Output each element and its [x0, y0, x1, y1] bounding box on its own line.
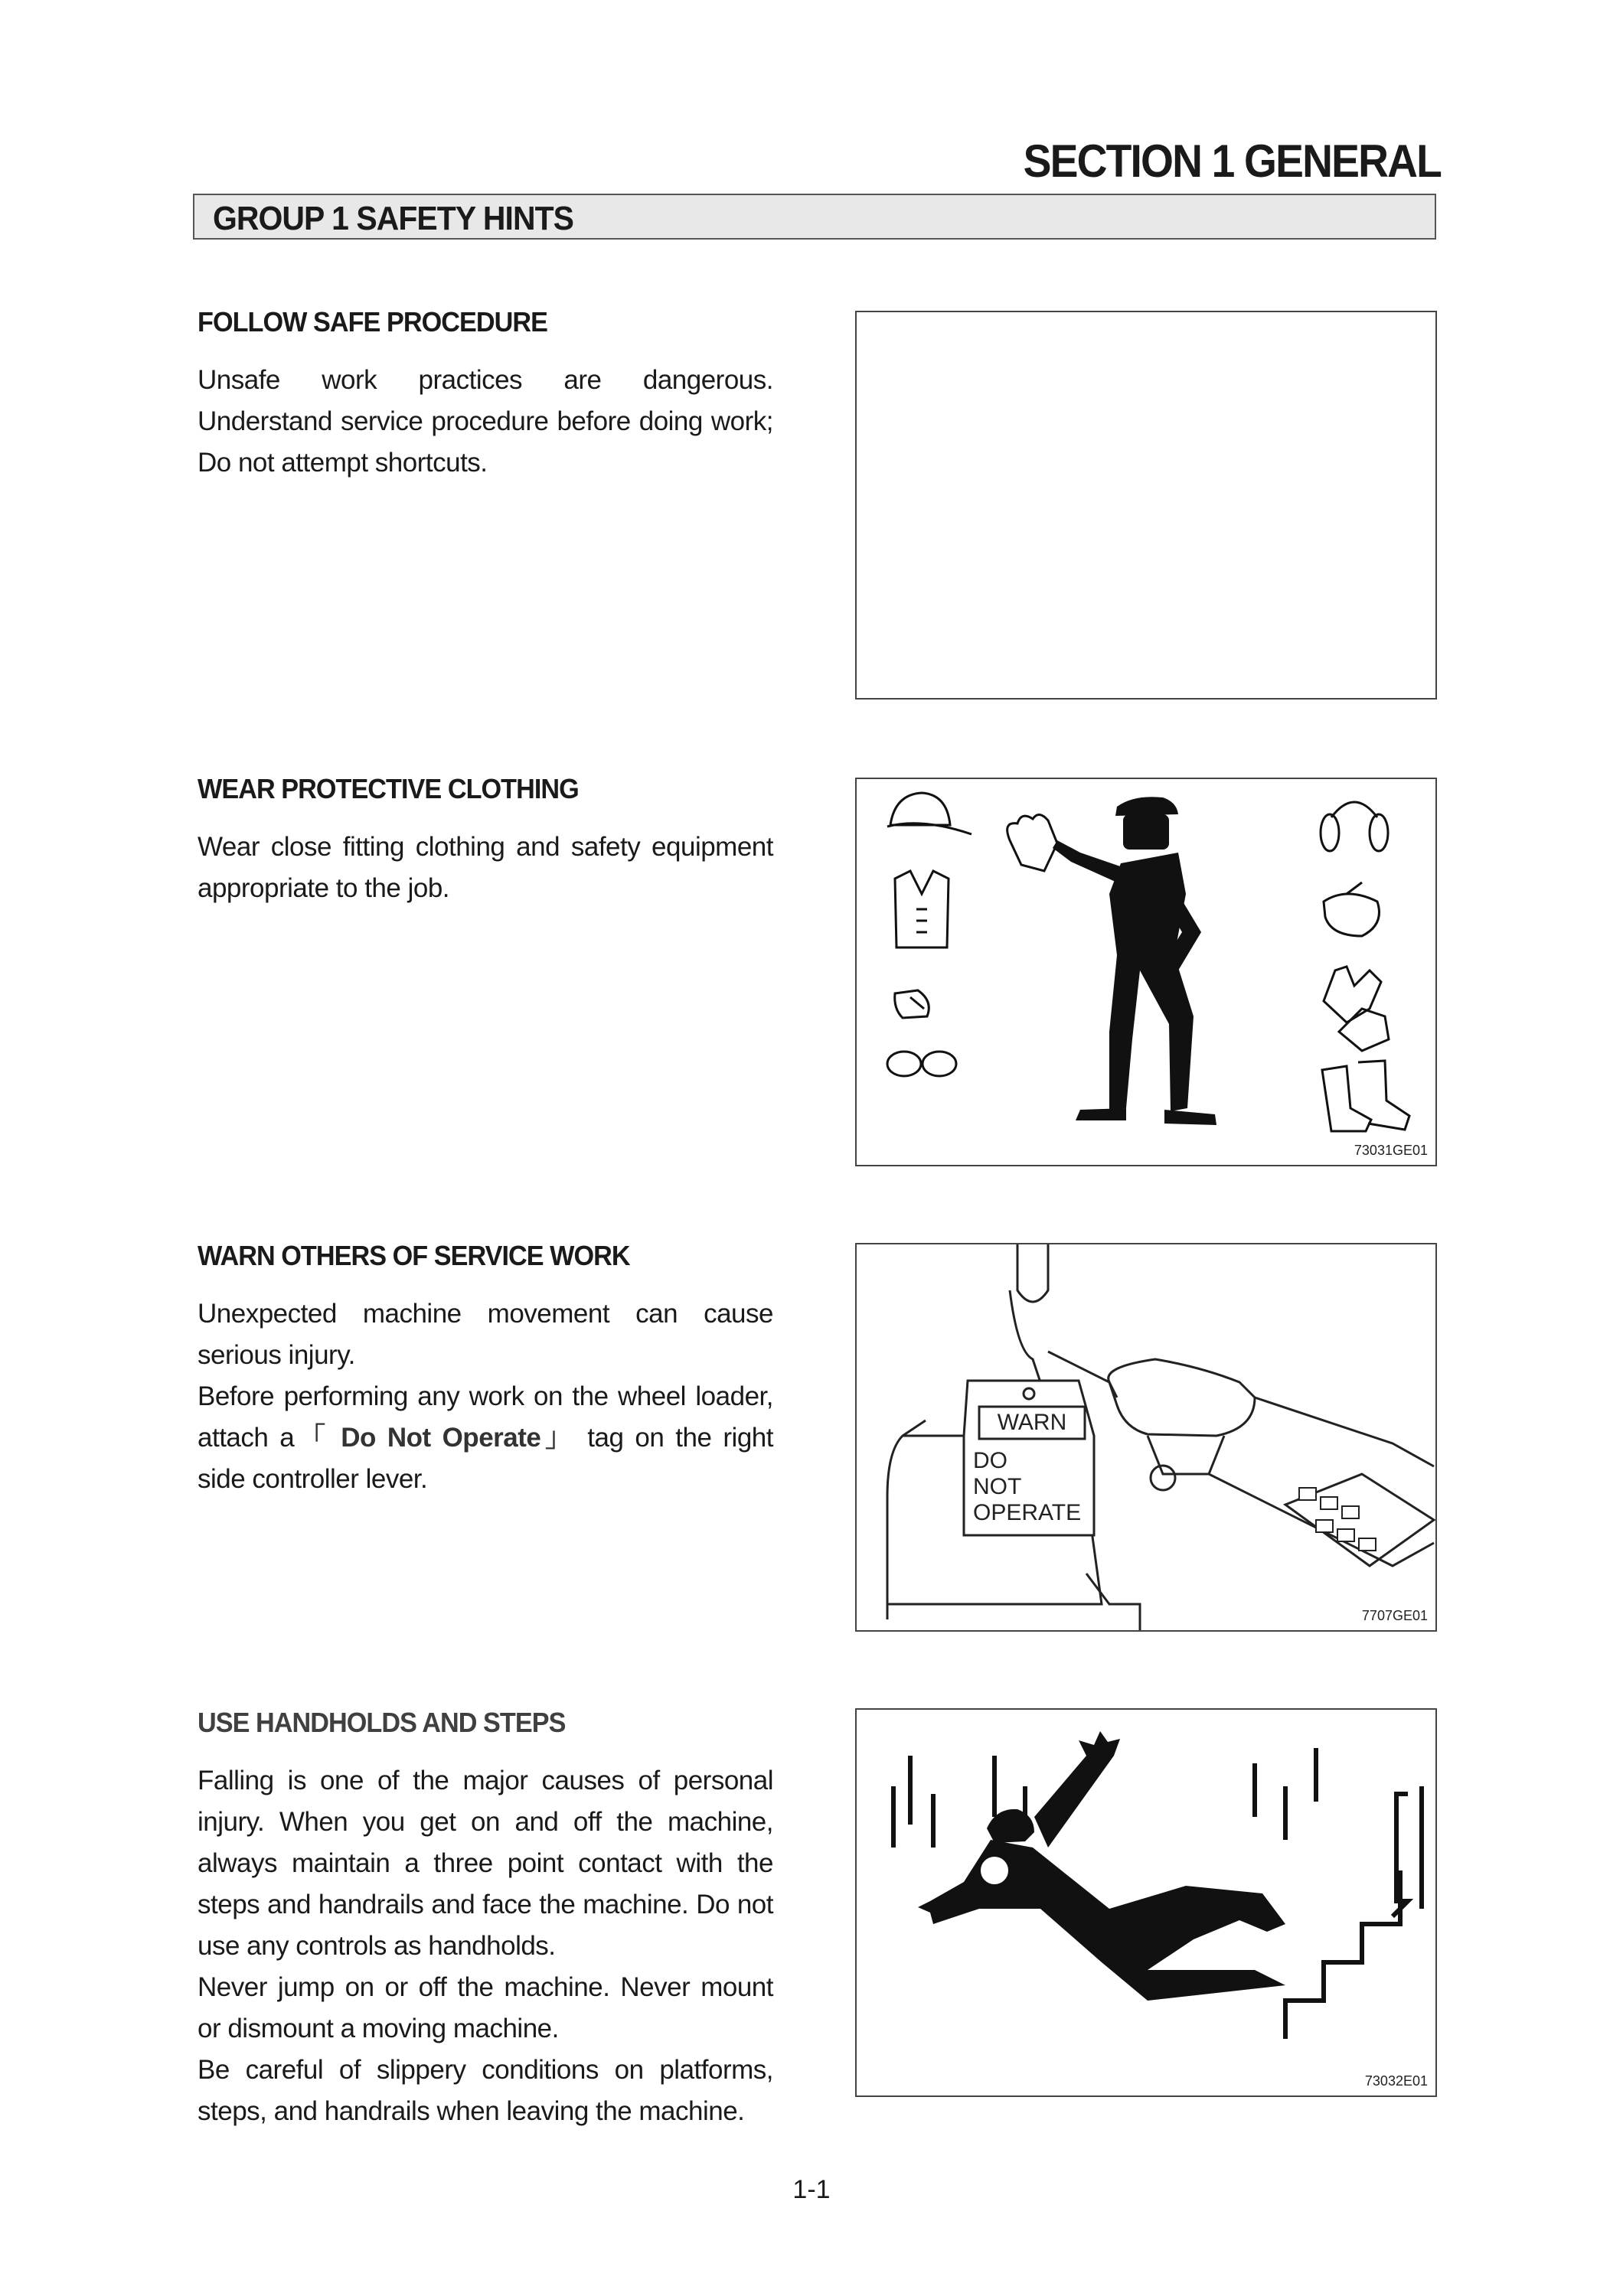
figure-falling-worker	[855, 1708, 1437, 2097]
tag-do-text: DO	[973, 1448, 1007, 1473]
body-follow-safe-procedure	[198, 360, 773, 484]
page-number: 1-1	[792, 2175, 831, 2204]
tag-not-text: NOT	[973, 1474, 1022, 1499]
group-title-bar	[193, 194, 1436, 240]
worker-silhouette-icon	[1053, 797, 1216, 1125]
falling-worker-illustration	[857, 1710, 1435, 2095]
gloves-icon	[1324, 967, 1389, 1051]
gauntlet-icon	[895, 990, 929, 1018]
paragraph: Never jump on or off the machine. Never mount or dismount a moving machine.	[198, 1972, 773, 2043]
heading-use-handholds: USE HANDHOLDS AND STEPS	[198, 1707, 566, 1738]
figure-code: 73032E01	[1364, 2073, 1428, 2089]
heading-follow-safe-procedure: FOLLOW SAFE PROCEDURE	[198, 306, 547, 338]
body-wear-protective-clothing	[198, 827, 773, 909]
section-title: SECTION 1 GENERAL	[1023, 135, 1441, 187]
controller-tag-illustration	[857, 1244, 1435, 1630]
safety-vest-icon	[895, 871, 949, 947]
tag-operate-text: OPERATE	[973, 1500, 1082, 1525]
earmuffs-icon	[1321, 802, 1388, 851]
figure-code: 73031GE01	[1354, 1143, 1428, 1158]
figure-empty-frame	[855, 311, 1437, 700]
heading-wear-protective-clothing: WEAR PROTECTIVE CLOTHING	[198, 773, 579, 804]
body-use-handholds	[198, 1760, 773, 2132]
paragraph	[198, 1376, 773, 1500]
paragraph: Wear close fitting clothing and safety equipment appropriate to the job.	[198, 832, 773, 903]
group-title: GROUP 1 SAFETY HINTS	[213, 200, 574, 237]
paragraph: Unexpected machine movement can cause serious injury.	[198, 1299, 773, 1370]
paragraph-text: Before performing any work on the wheel loader, attach a	[198, 1381, 773, 1453]
heading-warn-others: WARN OTHERS OF SERVICE WORK	[198, 1240, 630, 1271]
do-not-operate-label: 「 Do Not Operate」	[294, 1423, 576, 1453]
figure-protective-clothing	[855, 778, 1437, 1166]
body-warn-others	[198, 1293, 773, 1500]
boots-icon	[1322, 1061, 1409, 1131]
goggles-icon	[887, 1052, 956, 1076]
paragraph: Falling is one of the major causes of personal injury. When you get on and off the machine, always maintain a three point contact with the steps and handrails and face the machine. Do not use any controls as handholds.	[198, 1766, 773, 1961]
paragraph-text: tag on the right side controller lever.	[198, 1423, 773, 1494]
protective-clothing-illustration	[857, 779, 1435, 1165]
paragraph: Unsafe work practices are dangerous. Understand service procedure before doing work; Do not attempt shortcuts.	[198, 365, 773, 478]
hard-hat-icon	[887, 793, 972, 834]
falling-worker-icon	[918, 1731, 1285, 2001]
paragraph: Be careful of slippery conditions on platforms, steps, and handrails when leaving the machine.	[198, 2055, 773, 2126]
figure-code: 7707GE01	[1361, 1608, 1428, 1623]
tag-warn-text: WARN	[997, 1410, 1067, 1435]
respirator-icon	[1324, 882, 1380, 936]
figure-warn-tag	[855, 1243, 1437, 1632]
